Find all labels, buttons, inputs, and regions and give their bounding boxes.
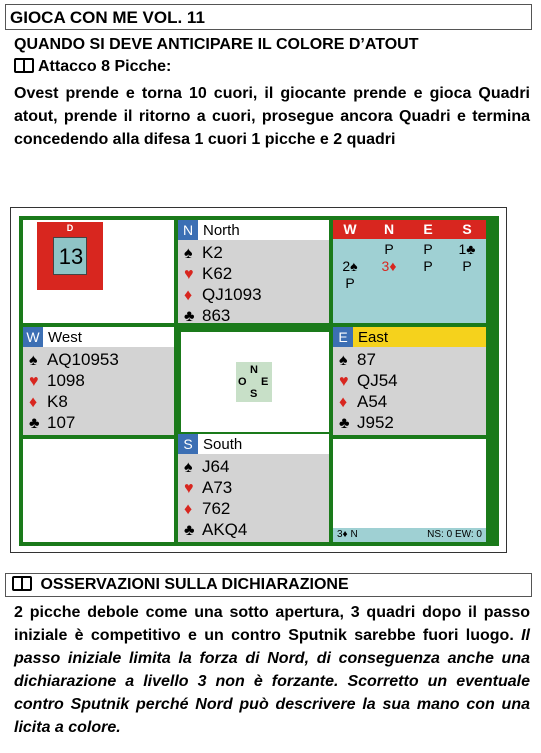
west-spades: AQ10953 — [47, 350, 119, 369]
south-name-bar — [178, 434, 329, 454]
status-cell — [333, 439, 486, 542]
bid-cell: P — [423, 258, 433, 274]
header-box — [5, 4, 532, 30]
south-hand — [178, 434, 329, 542]
north-hand — [178, 220, 329, 323]
spade-icon: ♠ — [184, 459, 193, 476]
club-icon: ♣ — [184, 308, 195, 325]
north-diamonds: QJ1093 — [202, 285, 262, 304]
lead-text: Attacco 8 Picche: — [38, 58, 172, 75]
page-title: GIOCA CON ME VOL. 11 — [10, 8, 205, 27]
compass-s: S — [250, 388, 258, 400]
bidding-header — [333, 220, 486, 239]
bid-cell: P — [462, 258, 472, 274]
north-badge: N — [178, 220, 198, 240]
empty-cell — [23, 439, 174, 542]
north-hearts: K62 — [202, 264, 233, 283]
diamond-icon: ♦ — [184, 501, 193, 518]
board-number-box — [53, 237, 87, 275]
south-hearts: A73 — [202, 478, 233, 497]
west-name-bar — [23, 327, 174, 347]
north-spades: K2 — [202, 243, 223, 262]
bid-header-s: S — [462, 221, 472, 237]
south-diamonds: 762 — [202, 499, 231, 518]
spade-icon: ♠ — [29, 352, 38, 369]
observations-normal: 2 picche debole come una sotto apertura, 3 quadri dopo il passo iniziale è competitivo e un contro Sputnik sarebbe fuori luogo. — [14, 604, 530, 644]
score-label: NS: 0 EW: 0 — [427, 529, 482, 540]
bid-cell: 1♣ — [458, 241, 476, 257]
club-icon: ♣ — [339, 415, 350, 432]
book-icon — [12, 576, 32, 591]
status-bar — [333, 528, 486, 542]
heart-icon: ♥ — [184, 266, 194, 283]
east-clubs: J952 — [357, 413, 394, 432]
heart-icon: ♥ — [184, 480, 194, 497]
west-clubs: 107 — [47, 413, 76, 432]
club-icon: ♣ — [29, 415, 40, 432]
south-clubs: AKQ4 — [202, 520, 248, 539]
north-name-bar — [178, 220, 329, 240]
diamond-icon: ♦ — [29, 394, 38, 411]
compass-o: O — [238, 376, 247, 388]
observations-title: OSSERVAZIONI SULLA DICHIARAZIONE — [40, 576, 349, 593]
board-cell — [23, 220, 174, 323]
east-spades: 87 — [357, 350, 376, 369]
observations-header — [5, 573, 532, 597]
east-hearts: QJ54 — [357, 371, 398, 390]
book-icon — [14, 58, 34, 73]
bid-header-e: E — [423, 221, 433, 237]
south-spades: J64 — [202, 457, 230, 476]
bid-cell: P — [384, 241, 394, 257]
diamond-icon: ♦ — [339, 394, 348, 411]
east-name-bar — [333, 327, 486, 347]
east-diamonds: A54 — [357, 392, 388, 411]
compass-icon — [236, 362, 272, 402]
spade-icon: ♠ — [339, 352, 348, 369]
west-hand — [23, 327, 174, 435]
west-name: West — [48, 329, 82, 346]
bridge-diagram — [10, 207, 507, 553]
table-center — [181, 332, 329, 432]
bid-header-w: W — [343, 221, 357, 237]
observations-title-line — [12, 576, 349, 594]
west-badge: W — [23, 327, 43, 347]
diagram-felt — [19, 216, 499, 546]
bidding-box — [333, 220, 486, 323]
compass-e: E — [261, 376, 269, 388]
west-diamonds: K8 — [47, 392, 68, 411]
club-icon: ♣ — [184, 522, 195, 539]
bid-cell: P — [345, 275, 355, 291]
south-name: South — [203, 436, 243, 453]
heart-icon: ♥ — [339, 373, 349, 390]
diamond-icon: ♦ — [184, 287, 193, 304]
north-name: North — [203, 222, 240, 239]
compass-n: N — [250, 364, 258, 376]
west-hearts: 1098 — [47, 371, 85, 390]
observations-text — [14, 601, 530, 739]
north-clubs: 863 — [202, 306, 231, 325]
board-number: 13 — [58, 244, 84, 269]
spade-icon: ♠ — [184, 245, 193, 262]
observations-italic: Il passo iniziale limita la forza di Nord, di conseguenza anche una dichiarazione a livello 3 non è forzante. Scorretto un eventuale contro Sputnik perché Nord può descrivere la sua mano con una licita a colore. — [14, 627, 530, 736]
lead-line — [14, 58, 171, 76]
east-name: East — [358, 329, 389, 346]
section-title: QUANDO SI DEVE ANTICIPARE IL COLORE D’ATOUT — [14, 36, 419, 53]
play-description: Ovest prende e torna 10 cuori, il giocante prende e gioca Quadri atout, prende il ritorno a cuori, prosegue ancora Quadri e termina concedendo alla difesa 1 cuori 1 picche e 2 quadri — [14, 85, 530, 148]
heart-icon: ♥ — [29, 373, 39, 390]
dealer-label: D — [66, 223, 74, 233]
contract-label: 3♦ N — [337, 529, 358, 540]
bid-cell: 3♦ — [381, 258, 397, 274]
east-badge: E — [333, 327, 353, 347]
south-badge: S — [178, 434, 198, 454]
bid-cell: P — [423, 241, 433, 257]
board-indicator — [37, 222, 103, 290]
bid-header-n: N — [383, 221, 395, 237]
bid-cell: 2♠ — [342, 258, 358, 274]
east-hand — [333, 327, 486, 435]
